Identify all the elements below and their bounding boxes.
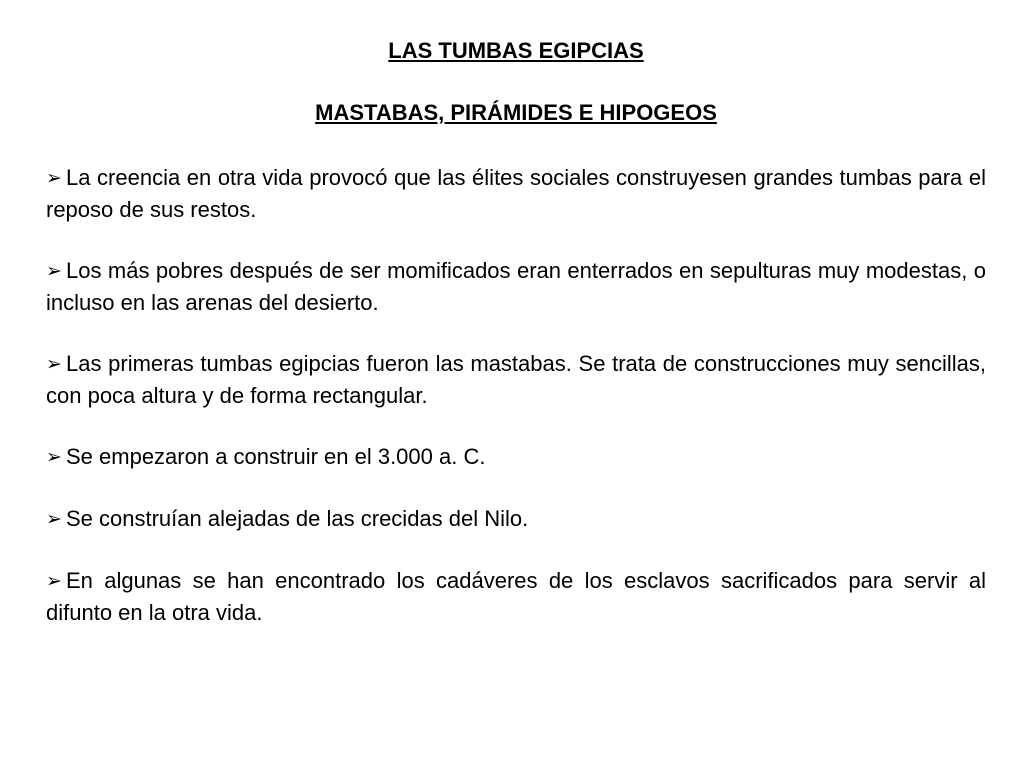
- page-subtitle: MASTABAS, PIRÁMIDES E HIPOGEOS: [315, 100, 717, 125]
- bullet-list: [46, 162, 986, 628]
- bullet-item: [46, 162, 986, 225]
- bullet-text: La creencia en otra vida provocó que las élites sociales construyesen grandes tumbas para el reposo de sus restos.: [46, 165, 986, 222]
- bullet-item: [46, 255, 986, 318]
- arrow-bullet-icon: ➢: [46, 168, 62, 189]
- page-title: LAS TUMBAS EGIPCIAS: [388, 38, 644, 63]
- slide: [46, 36, 986, 658]
- bullet-item: [46, 441, 986, 473]
- bullet-text: En algunas se han encontrado los cadáveres de los esclavos sacrificados para servir al difunto en la otra vida.: [46, 568, 986, 625]
- bullet-text: Se construían alejadas de las crecidas del Nilo.: [66, 506, 529, 531]
- bullet-text: Los más pobres después de ser momificados eran enterrados en sepulturas muy modestas, o incluso en las arenas del desierto.: [46, 258, 986, 315]
- arrow-bullet-icon: ➢: [46, 571, 62, 592]
- bullet-item: [46, 348, 986, 411]
- arrow-bullet-icon: ➢: [46, 354, 62, 375]
- bullet-item: [46, 565, 986, 628]
- bullet-text: Las primeras tumbas egipcias fueron las mastabas. Se trata de construcciones muy sencillas, con poca altura y de forma rectangular.: [46, 351, 986, 408]
- arrow-bullet-icon: ➢: [46, 261, 62, 282]
- bullet-text: Se empezaron a construir en el 3.000 a. C.: [66, 444, 486, 469]
- arrow-bullet-icon: ➢: [46, 509, 62, 530]
- bullet-item: [46, 503, 986, 535]
- arrow-bullet-icon: ➢: [46, 447, 62, 468]
